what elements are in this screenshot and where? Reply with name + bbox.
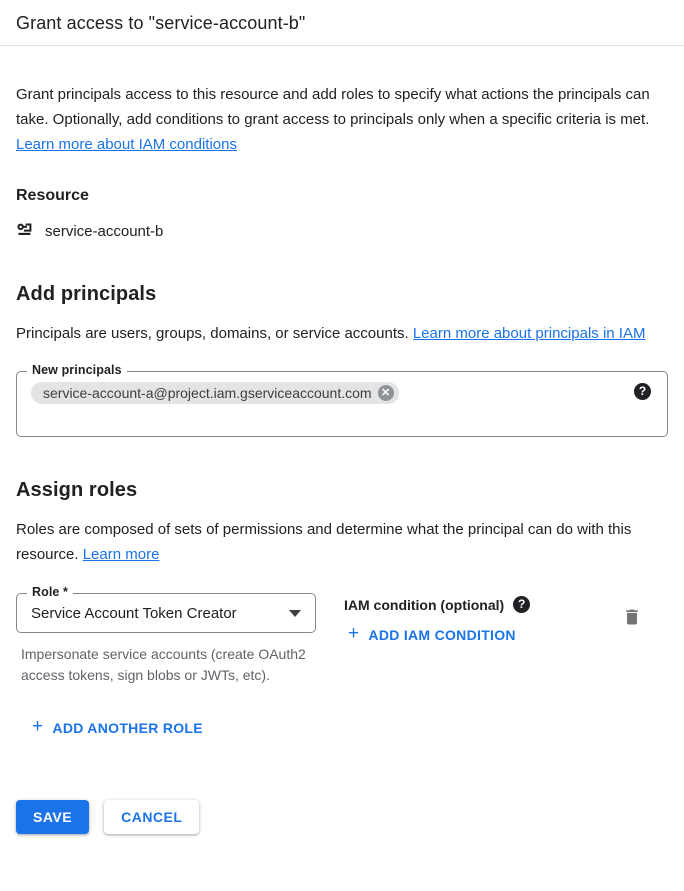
- dialog-content: [0, 82, 684, 834]
- intro-paragraph: [16, 82, 664, 157]
- dialog-actions: [16, 800, 668, 834]
- add-another-role-button[interactable]: [32, 716, 203, 737]
- add-another-role-label: ADD ANOTHER ROLE: [52, 720, 203, 736]
- trash-icon: [622, 607, 642, 627]
- chip-remove-icon[interactable]: ✕: [378, 385, 394, 401]
- role-selected-value: Service Account Token Creator: [31, 604, 237, 622]
- iam-condition-help-icon[interactable]: ?: [513, 596, 530, 613]
- roles-learn-more-link[interactable]: Learn more: [82, 546, 160, 563]
- principal-chip[interactable]: [31, 382, 399, 404]
- principals-learn-more-link[interactable]: Learn more about principals in IAM: [412, 325, 646, 342]
- role-dropdown[interactable]: [16, 585, 316, 633]
- add-iam-condition-label: ADD IAM CONDITION: [368, 627, 516, 643]
- assign-roles-description: [16, 517, 664, 567]
- plus-icon: +: [32, 716, 44, 737]
- delete-role-button[interactable]: [620, 605, 644, 632]
- resource-name: service-account-b: [45, 222, 164, 240]
- dialog-title: Grant access to "service-account-b": [16, 13, 306, 33]
- iam-condition-column: [344, 593, 530, 645]
- role-row: [16, 585, 668, 686]
- principals-text: Principals are users, groups, domains, or service accounts.: [16, 325, 413, 342]
- new-principals-field[interactable]: [16, 363, 668, 437]
- save-button[interactable]: SAVE: [16, 800, 89, 834]
- add-principals-description: [16, 321, 664, 346]
- plus-icon: +: [348, 623, 360, 644]
- role-column: [16, 585, 316, 686]
- chevron-down-icon: [289, 610, 301, 617]
- add-iam-condition-button[interactable]: [348, 623, 516, 644]
- iam-conditions-learn-more-link[interactable]: Learn more about IAM conditions: [16, 136, 237, 153]
- resource-row: [16, 221, 668, 241]
- iam-condition-label-row: [344, 596, 530, 613]
- cancel-button[interactable]: CANCEL: [104, 800, 199, 834]
- principals-help-icon[interactable]: ?: [634, 383, 651, 400]
- add-principals-heading: Add principals: [16, 283, 157, 305]
- assign-roles-heading: Assign roles: [16, 479, 138, 501]
- intro-text: Grant principals access to this resource and add roles to specify what actions the principals can take. Optionally, add conditions to grant access to principals only when a specific criteria is met.: [16, 86, 650, 128]
- new-principals-label: New principals: [27, 363, 127, 377]
- role-help-text: Impersonate service accounts (create OAuth2 access tokens, sign blobs or JWTs, etc).: [21, 646, 306, 683]
- role-label: Role *: [27, 585, 73, 599]
- principal-chip-value: service-account-a@project.iam.gserviceaccount.com: [43, 385, 372, 401]
- service-account-icon: [16, 221, 36, 241]
- roles-text: Roles are composed of sets of permissions and determine what the principal can do with this resource.: [16, 521, 632, 563]
- dialog-header: [0, 0, 684, 46]
- iam-condition-label: IAM condition (optional): [344, 596, 505, 613]
- resource-heading: Resource: [16, 187, 89, 204]
